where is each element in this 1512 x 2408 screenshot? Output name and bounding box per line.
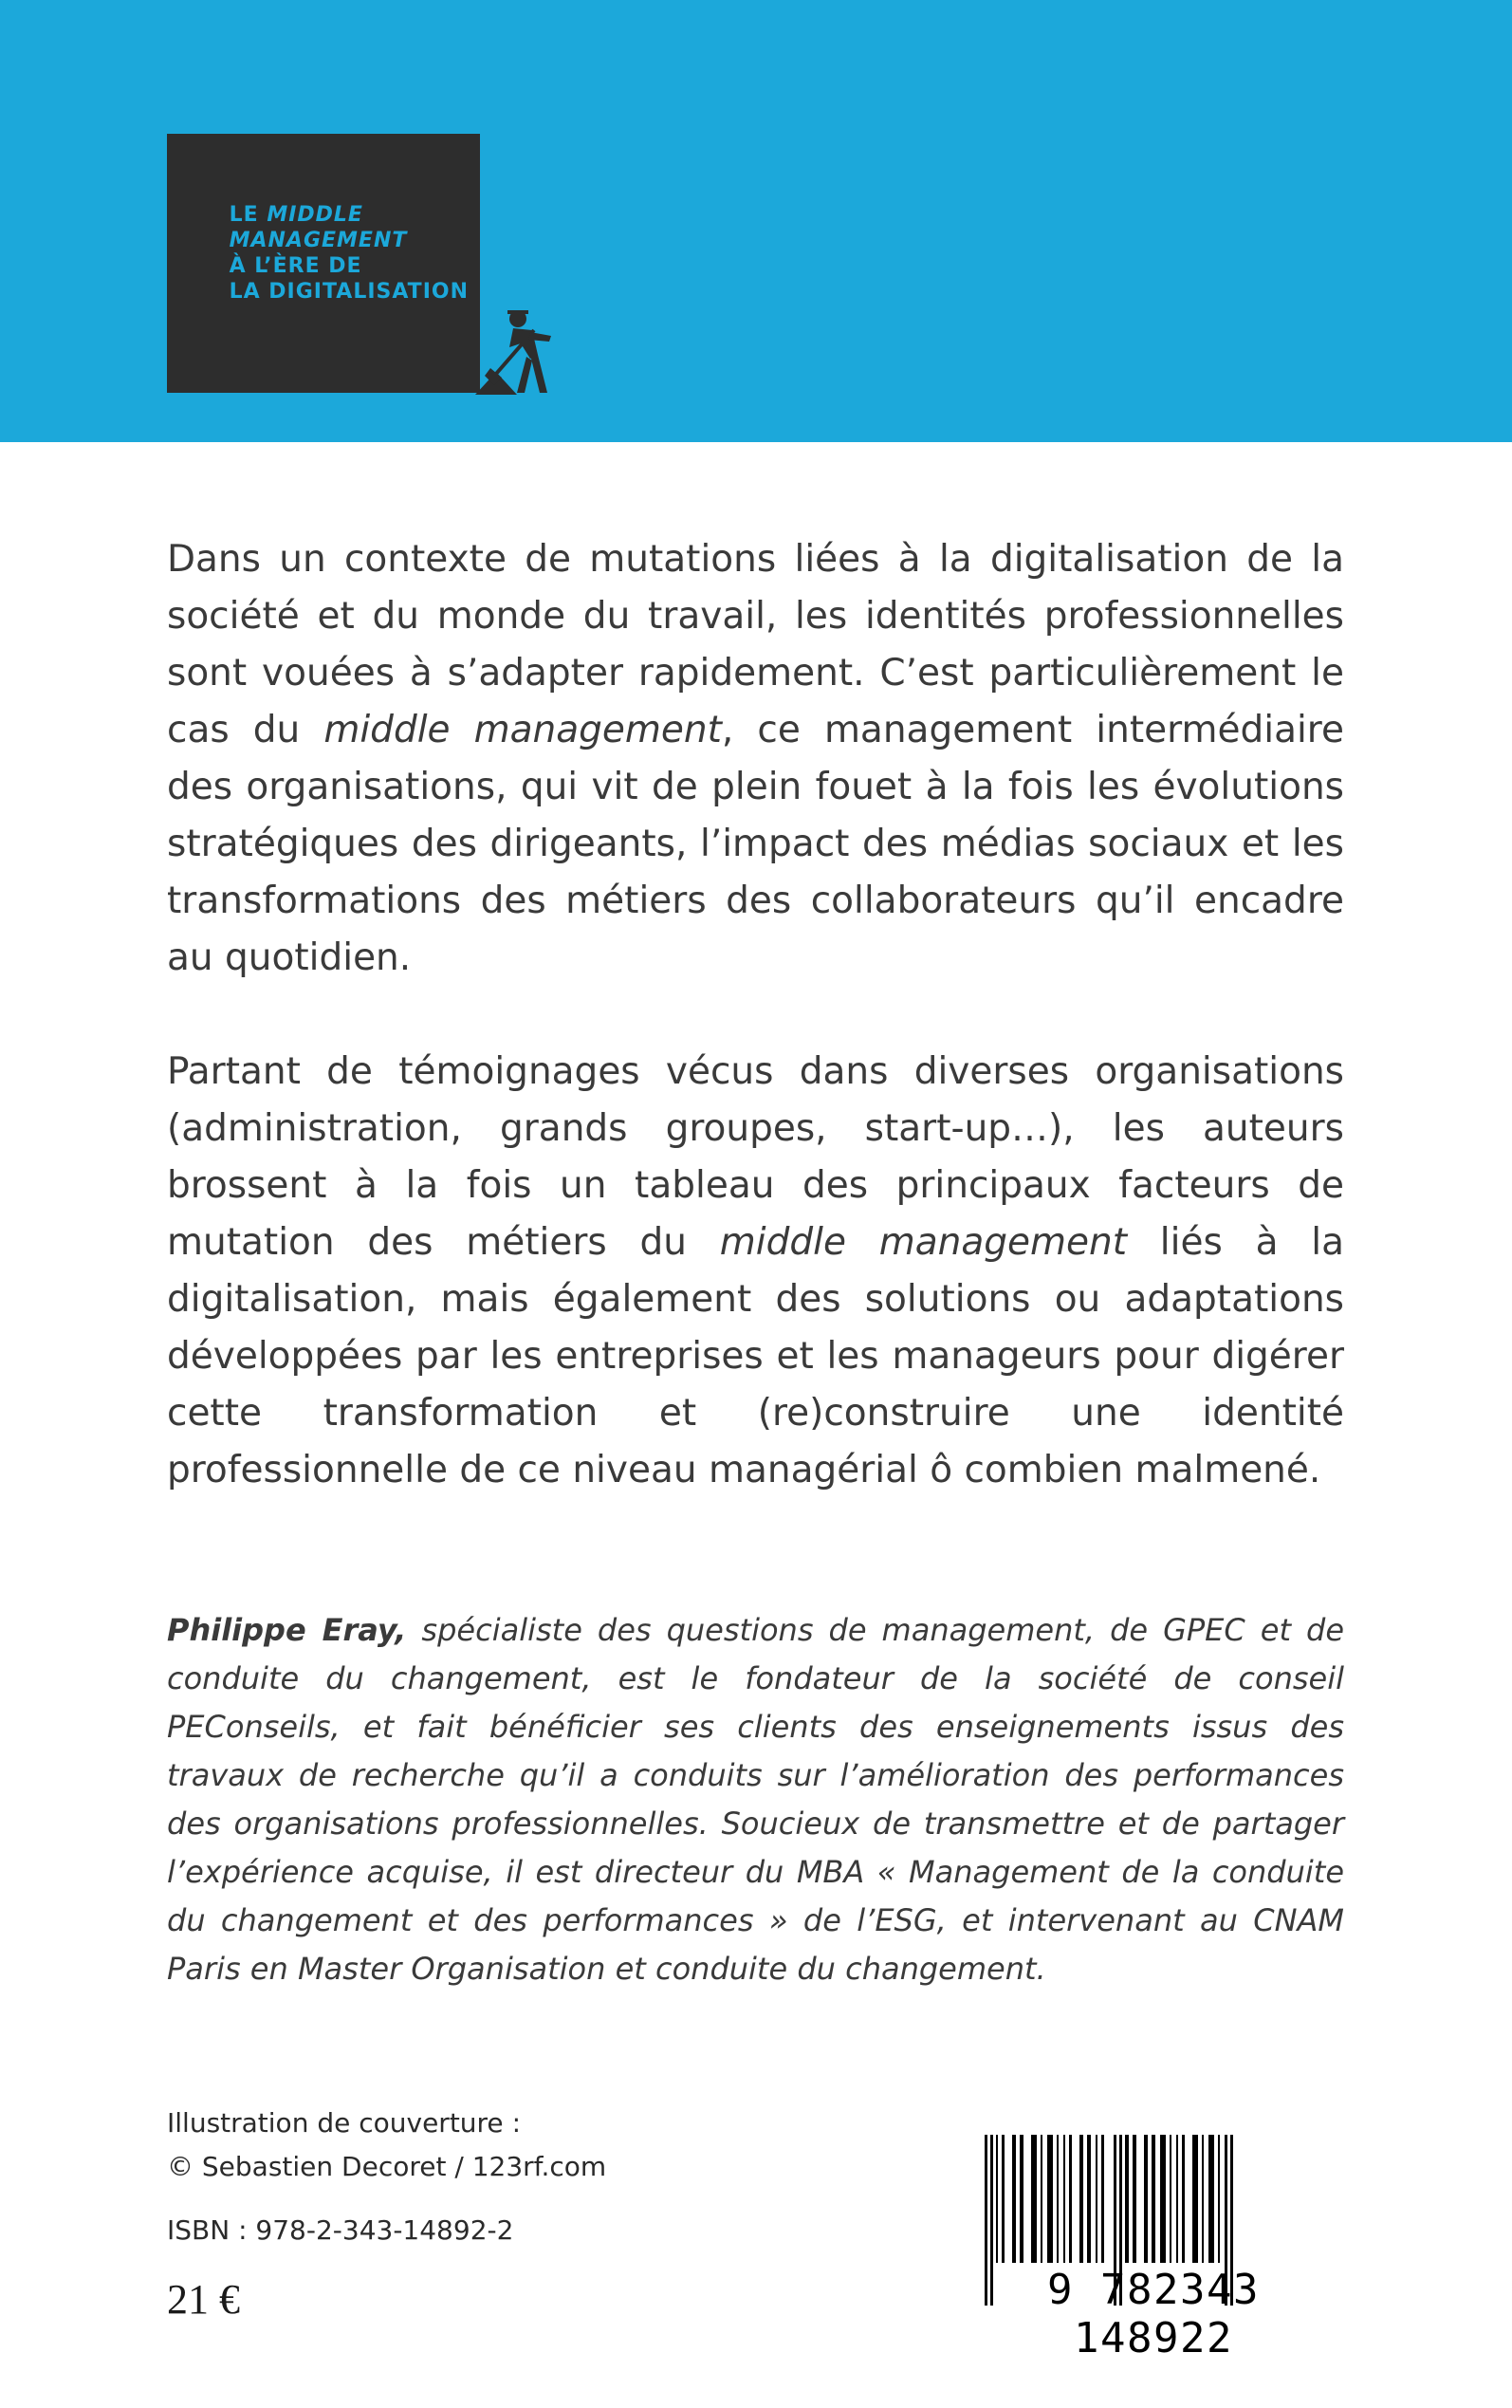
barcode-bar [1096, 2135, 1097, 2263]
author-bio: Philippe Eray, spécialiste des questions de management, de GPEC et de conduite du changement, est le fondateur de la société de conseil PEConseils, et fait bénéficier ses clients des enseignements issus des travaux de recherche qu’il a conduits sur l’amélioration des performances des organisations professionnelles. Soucieux de transmettre et de partager l’expérience acquise, il est directeur du MBA « Management de la conduite du changement et des performances » de l’ESG, et intervenant au CNAM Paris en Master Organisation et conduite du changement. [167, 1612, 1345, 1987]
barcode-digits: 9 782343 148922 [1047, 2266, 1260, 2362]
title-line-3: À L’ÈRE DE [229, 254, 362, 278]
barcode-bar [1069, 2135, 1072, 2263]
barcode-bar [1176, 2135, 1178, 2263]
barcode-bar [1079, 2135, 1083, 2263]
barcode-bar [996, 2135, 998, 2263]
summary-paragraph-2: Partant de témoignages vécus dans diverses organisations (administration, grands groupes, start-up…), les auteurs brossent à la fois un tableau des principaux facteurs de mutation des métiers du middle management liés à la digitalisation, mais également des solutions ou adaptations développées par les entreprises et les manageurs pour digérer cette transformation et (re)construire une identité professionnelle de ce niveau managérial ô combien malmené. [167, 1050, 1344, 1491]
barcode-bar [1101, 2135, 1104, 2263]
barcode-bar [1208, 2135, 1214, 2263]
worker-digging-icon [475, 306, 570, 395]
barcode-bar [1031, 2135, 1037, 2263]
cover-top-band [0, 0, 1512, 442]
barcode-bar [1057, 2135, 1059, 2263]
barcode-bar [1192, 2135, 1198, 2263]
credit-value: © Sebastien Decoret / 123rf.com [167, 2151, 607, 2182]
author-name: Philippe Eray, [167, 1612, 407, 1648]
title-line-4: LA DIGITALISATION [229, 280, 469, 304]
barcode-bar [1182, 2135, 1185, 2263]
barcode-bar [1170, 2135, 1171, 2263]
isbn: ISBN : 978-2-343-14892-2 [167, 2214, 514, 2246]
barcode-bar [1020, 2135, 1023, 2263]
credit-label: Illustration de couverture : [167, 2107, 521, 2139]
illustration-credit [167, 2102, 606, 2189]
barcode-bar [1012, 2135, 1016, 2263]
summary-paragraph-1: Dans un contexte de mutations liées à la digitalisation de la société et du monde du travail, les identités professionnelles sont vouées à s’adapter rapidement. C’est particulièrement le cas du middle management, ce management intermédiaire des organisations, qui vit de plein fouet à la fois les évolutions stratégiques des dirigeants, l’impact des médias sociaux et les transformations des métiers des collaborateurs qu’il encadre au quotidien. [167, 538, 1344, 979]
barcode-bar [1063, 2135, 1065, 2263]
barcode-bar [1218, 2135, 1220, 2263]
barcode-bar [1047, 2135, 1053, 2263]
title-line-1: LE MIDDLE [229, 203, 363, 227]
barcode-bar [1087, 2135, 1091, 2263]
barcode-bar [1125, 2135, 1129, 2263]
barcode-bar [1160, 2135, 1166, 2263]
barcode-bar [1202, 2135, 1204, 2263]
title-box [167, 134, 480, 393]
barcode-bar [1152, 2135, 1155, 2263]
barcode-bar [1002, 2135, 1005, 2263]
title-line-2: MANAGEMENT [229, 229, 408, 252]
barcode-bar [1144, 2135, 1148, 2263]
barcode-bar [1041, 2135, 1042, 2263]
book-title [230, 202, 469, 305]
price: 21 € [167, 2276, 240, 2323]
barcode-bar [1133, 2135, 1136, 2263]
